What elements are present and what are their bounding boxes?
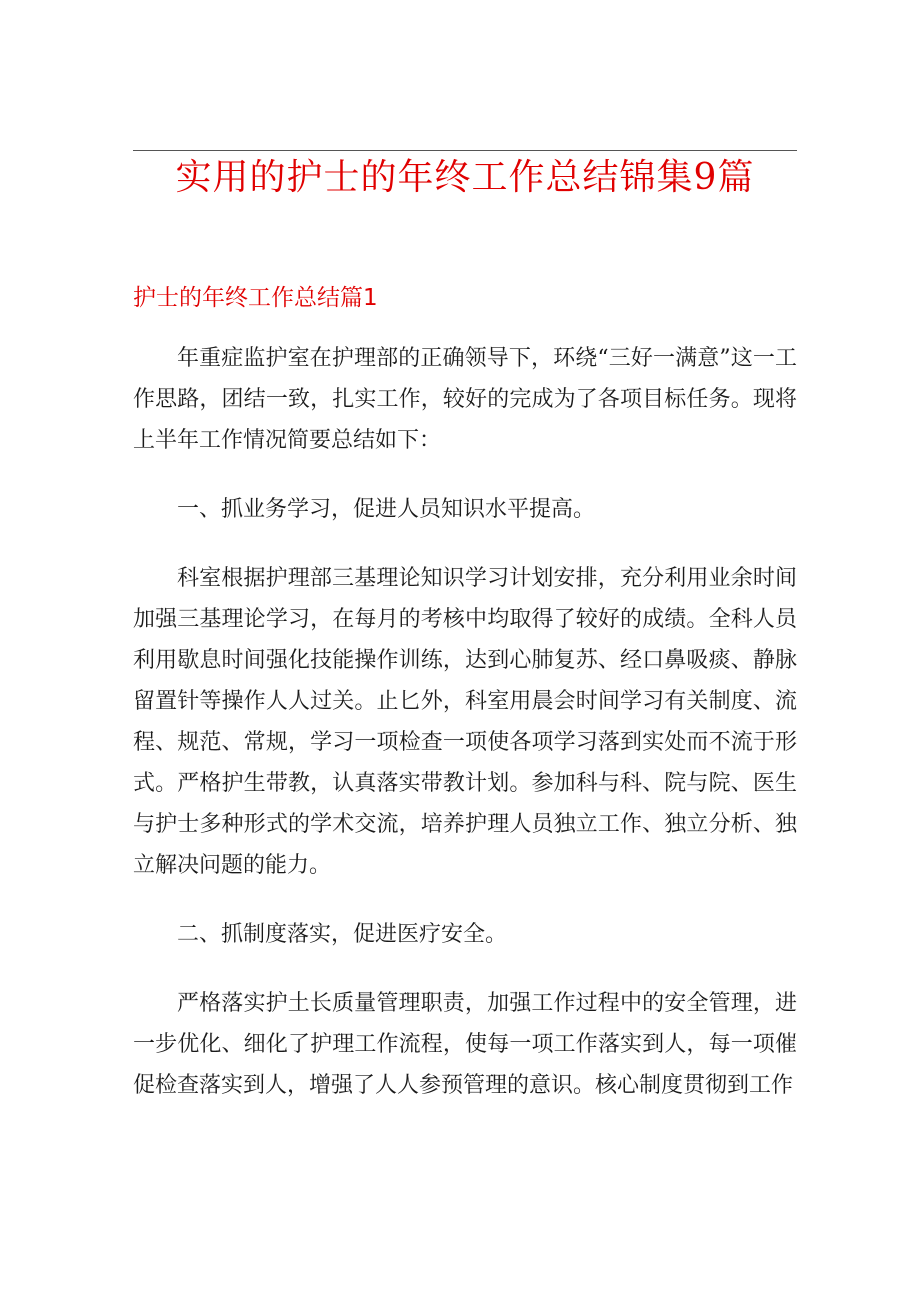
section-heading: 护士的年终工作总结篇1 (133, 285, 378, 311)
document-title: 实用的护士的年终工作总结锦集9篇 (175, 157, 755, 198)
paragraph-safety: 严格落实护土长质量管理职责，加强工作过程中的安全管理，进一步优化、细化了护理工作流程，使每一项工作落实到人，每一项催促检查落实到人，增强了人人参预管理的意识。核心制度贯彻到工作 (133, 991, 797, 1098)
paragraph-intro: 年重症监护室在护理部的正确领导下，环绕“三好一满意”这一工作思路，团结一致，扎实工作，较好的完成为了各项目标任务。现将上半年工作情况简要总结如下： (133, 346, 797, 453)
paragraph-point-1: 一、抓业务学习，促进人员知识水平提高。 (177, 497, 596, 522)
title-rule (133, 150, 797, 151)
paragraph-point-2: 二、抓制度落实，促进医疗安全。 (177, 922, 508, 947)
paragraph-study: 科室根据护理部三基理论知识学习计划安排，充分利用业余时间加强三基理论学习，在每月的考核中均取得了较好的成绩。全科人员利用歇息时间强化技能操作训练，达到心肺复苏、经口鼻吸痰、静脉留置针等操作人人过关。止匕外，科室用晨会时间学习有关制度、流程、规范、常规，学习一项检查一项使各项学习落到实处而不流于形式。严格护生带教，认真落实带教计划。参加科与科、院与院、医生与护士多种形式的学术交流，培养护理人员独立工作、独立分析、独立解决问题的能力。 (133, 566, 797, 878)
document-body (133, 338, 797, 1106)
